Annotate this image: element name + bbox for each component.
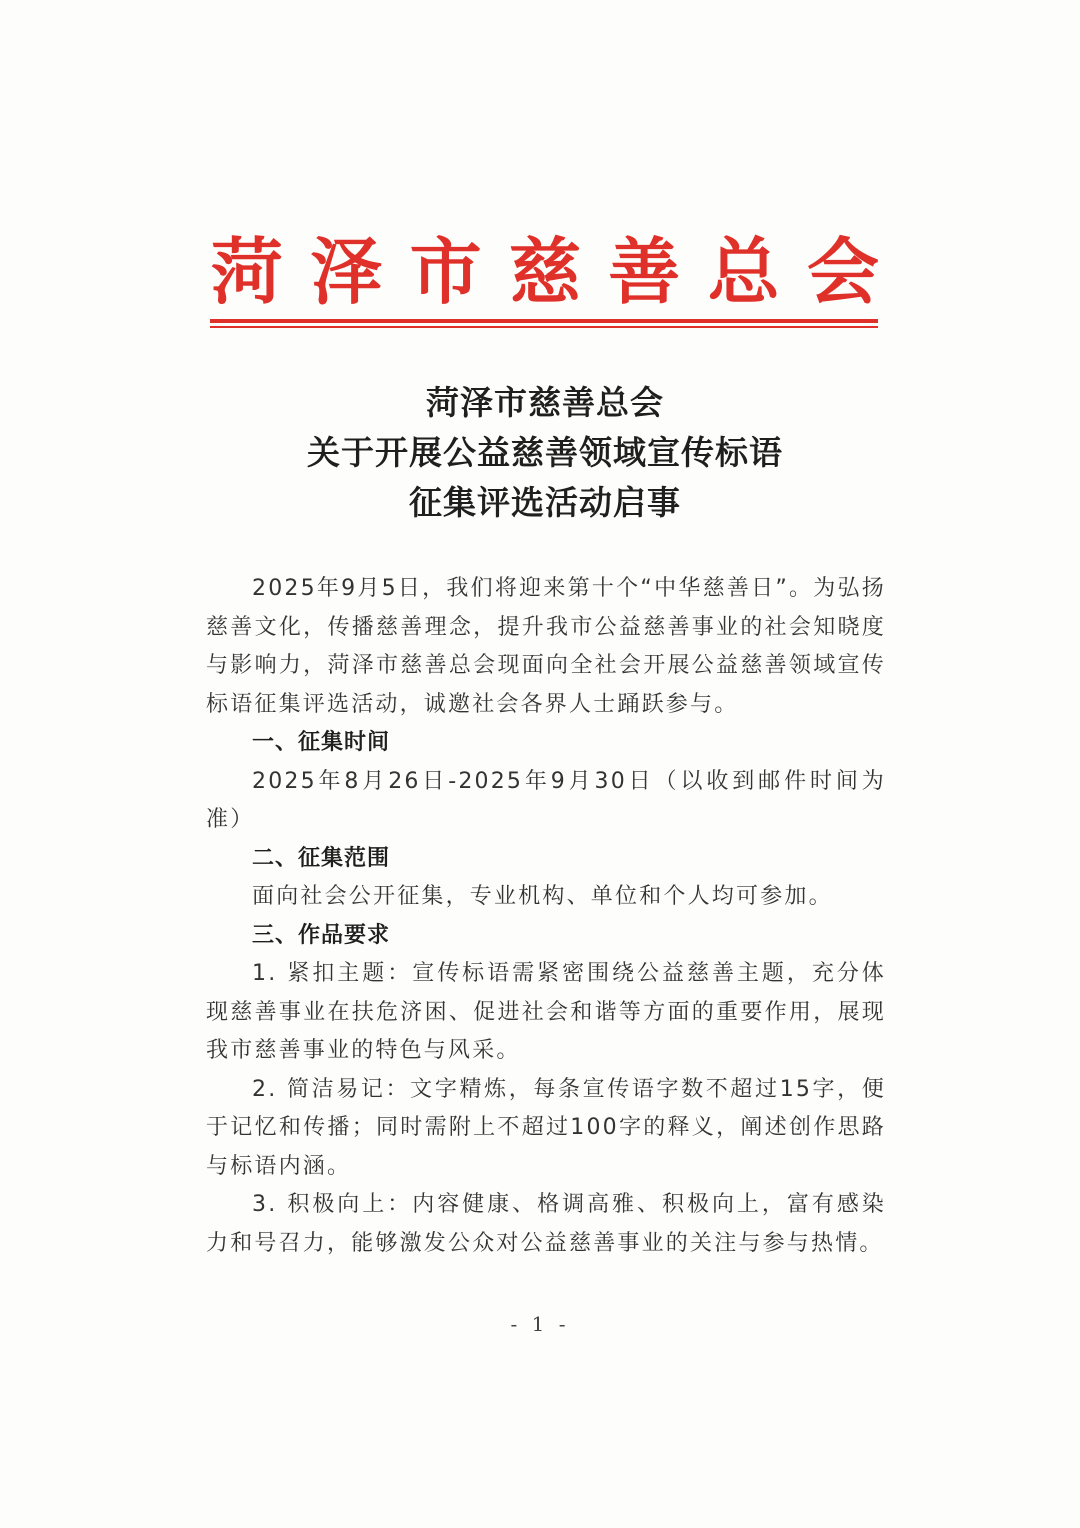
- section-heading-time: 一、征集时间: [252, 730, 391, 755]
- notice-title: [200, 378, 890, 528]
- letterhead-divider-thin: [210, 326, 878, 328]
- title-line-2: 关于开展公益慈善领域宣传标语: [307, 433, 783, 472]
- section-heading-requirements: 三、作品要求: [252, 922, 391, 948]
- letterhead-char: 市: [409, 229, 482, 314]
- section-text-time: 2025年8月26日-2025年9月30日（以收到邮件时间为准）: [206, 768, 886, 832]
- letterhead-divider-thick: [210, 319, 878, 323]
- letterhead-char: 善: [608, 229, 681, 314]
- requirement-item: 1. 紧扣主题：宣传标语需紧密围绕公益慈善主题，充分体现慈善事业在扶危济困、促进社会和谐等方面的重要作用，展现我市慈善事业的特色与风采。: [206, 961, 886, 1063]
- page-number: - 1 -: [510, 1312, 570, 1336]
- letterhead-char: 总: [707, 229, 780, 314]
- letterhead-title: [205, 229, 885, 314]
- title-line-3: 征集评选活动启事: [409, 483, 681, 522]
- letterhead-char: 慈: [508, 229, 581, 314]
- title-line-1: 菏泽市慈善总会: [426, 383, 664, 422]
- section-heading-scope: 二、征集范围: [252, 845, 391, 871]
- letterhead-char: 泽: [310, 229, 383, 314]
- requirement-item: 3. 积极向上：内容健康、格调高雅、积极向上，富有感染力和号召力，能够激发公众对公益慈善事业的关注与参与热情。: [206, 1192, 886, 1256]
- requirement-item: 2. 简洁易记：文字精炼，每条宣传语字数不超过15字，便于记忆和传播；同时需附上不超过100字的释义，阐述创作思路与标语内涵。: [206, 1076, 886, 1179]
- notice-body: [206, 570, 886, 1263]
- letterhead-char: 菏: [210, 229, 283, 314]
- intro-paragraph: 2025年9月5日，我们将迎来第十个“中华慈善日”。为弘扬慈善文化，传播慈善理念，提升我市公益慈善事业的社会知晓度与影响力，菏泽市慈善总会现面向全社会开展公益慈善领域宣传标语征集评选活动，诚邀社会各界人士踊跃参与。: [206, 576, 886, 717]
- section-text-scope: 面向社会公开征集，专业机构、单位和个人均可参加。: [252, 884, 833, 909]
- letterhead-char: 会: [806, 229, 879, 314]
